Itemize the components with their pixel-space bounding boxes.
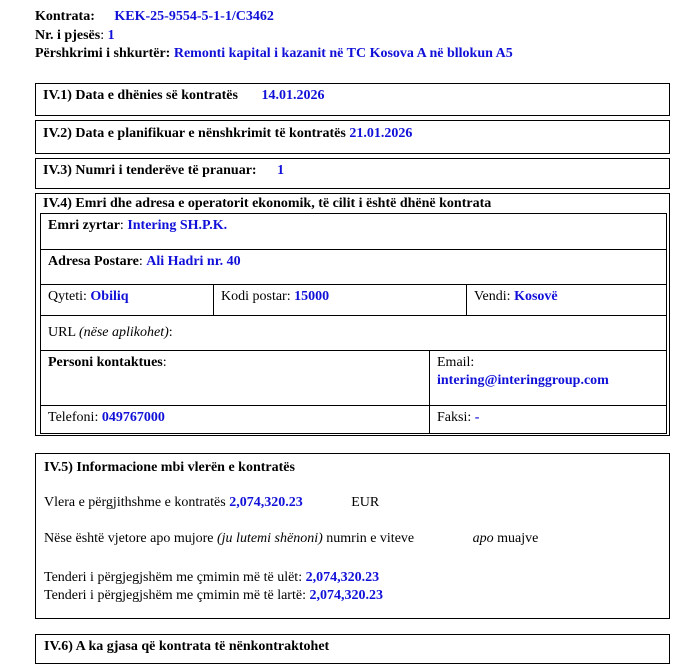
contract-header <box>0 0 696 64</box>
currency-label: EUR <box>351 494 380 510</box>
period-or: apo <box>472 530 494 546</box>
postal-address-label: Adresa Postare <box>48 253 139 269</box>
section-iv4-operator <box>35 193 670 436</box>
fax-cell <box>430 406 666 433</box>
official-name-row <box>41 214 666 250</box>
postal-address-value: Ali Hadri nr. 40 <box>146 253 241 269</box>
postal-code-value: 15000 <box>294 288 330 304</box>
section-iv6-subcontracting <box>35 634 670 664</box>
url-colon: : <box>168 324 173 340</box>
contract-number-line <box>35 8 696 27</box>
city-cell <box>41 285 214 315</box>
country-label: Vendi: <box>474 288 511 304</box>
iv6-title: IV.6) A ka gjasa që kontrata të nënkontraktohet <box>44 638 330 654</box>
url-note: (nëse aplikohet) <box>78 324 169 340</box>
contact-person-cell <box>41 351 430 405</box>
postal-code-cell <box>214 285 467 315</box>
form-sections <box>35 83 670 664</box>
phone-label: Telefoni: <box>48 409 99 425</box>
iv5-title: IV.5) Informacione mbi vlerën e kontratës <box>44 459 295 475</box>
city-label: Qyteti: <box>48 288 87 304</box>
official-name-label: Emri zyrtar <box>48 217 120 233</box>
lowest-price-label: Tenderi i përgjegjshëm me çmimin më të ulët: <box>44 569 303 585</box>
contact-person-colon: : <box>162 354 167 370</box>
lot-value: 1 <box>107 27 115 43</box>
phone-fax-row <box>41 406 666 433</box>
city-value: Obiliq <box>90 288 129 304</box>
lot-label: Nr. i pjesës <box>35 27 101 43</box>
total-value-label: Vlera e përgjithshme e kontratës <box>44 494 226 510</box>
contract-number-value: KEK-25-9554-5-1-1/C3462 <box>114 9 274 24</box>
official-name-cell <box>41 214 666 249</box>
official-name-colon: : <box>119 217 124 233</box>
section-iv5-contract-value <box>35 453 670 619</box>
phone-cell <box>41 406 430 433</box>
contract-label: Kontrata: <box>35 9 95 24</box>
short-description-label: Përshkrimi i shkurtër: <box>35 46 171 61</box>
tender-price-lines <box>44 569 661 606</box>
period-line <box>44 530 661 548</box>
short-description-line <box>35 45 696 64</box>
url-row <box>41 316 666 351</box>
postal-code-label: Kodi postar: <box>221 288 291 304</box>
highest-price-line <box>44 587 661 606</box>
email-label: Email: <box>437 354 475 370</box>
fax-value: - <box>474 409 480 425</box>
iv1-label: IV.1) Data e dhënies së kontratës <box>43 87 238 103</box>
section-iv2-signing-date <box>35 120 670 154</box>
iv4-title: IV.4) Emri dhe adresa e operatorit ekonomik, të cilit i është dhënë kontrata <box>43 195 492 211</box>
period-mid: numrin e viteve <box>326 530 415 546</box>
email-value: intering@interinggroup.com <box>437 372 609 388</box>
highest-price-value: 2,074,320.23 <box>309 588 383 603</box>
total-value: 2,074,320.23 <box>229 494 303 510</box>
lot-colon: : <box>100 27 105 43</box>
period-suffix: muajve <box>497 530 539 546</box>
total-value-line <box>44 494 661 512</box>
official-name-value: Intering SH.P.K. <box>127 217 228 233</box>
iv2-value: 21.01.2026 <box>349 125 413 141</box>
iv2-label: IV.2) Data e planifikuar e nënshkrimit të kontratës <box>43 125 346 141</box>
iv3-value: 1 <box>277 162 285 178</box>
operator-table <box>40 213 667 434</box>
section-iv3-tenders-received <box>35 158 670 189</box>
lot-number-line <box>35 27 696 46</box>
contact-person-row <box>41 351 666 406</box>
country-cell <box>467 285 666 315</box>
section-iv1-award-date <box>35 83 670 116</box>
url-cell <box>41 316 666 350</box>
postal-address-cell <box>41 250 666 284</box>
highest-price-label: Tenderi i përgjegjshëm me çmimin më të lartë: <box>44 588 306 603</box>
contact-person-label: Personi kontaktues <box>48 354 163 370</box>
period-note: (ju lutemi shënoni) <box>217 530 323 546</box>
email-cell <box>430 351 666 405</box>
period-prefix: Nëse është vjetore apo mujore <box>44 530 214 546</box>
url-label: URL <box>48 324 76 340</box>
lowest-price-value: 2,074,320.23 <box>305 569 380 585</box>
country-value: Kosovë <box>514 288 558 304</box>
phone-value: 049767000 <box>101 409 165 425</box>
iv3-label: IV.3) Numri i tenderëve të pranuar: <box>43 162 257 178</box>
postal-address-row <box>41 250 666 285</box>
city-row <box>41 285 666 316</box>
short-description-value: Remonti kapital i kazanit në TC Kosova A në bllokun A5 <box>173 46 513 61</box>
fax-label: Faksi: <box>437 409 472 425</box>
lowest-price-line <box>44 569 661 588</box>
postal-address-colon: : <box>138 253 143 269</box>
iv1-value: 14.01.2026 <box>261 87 325 103</box>
